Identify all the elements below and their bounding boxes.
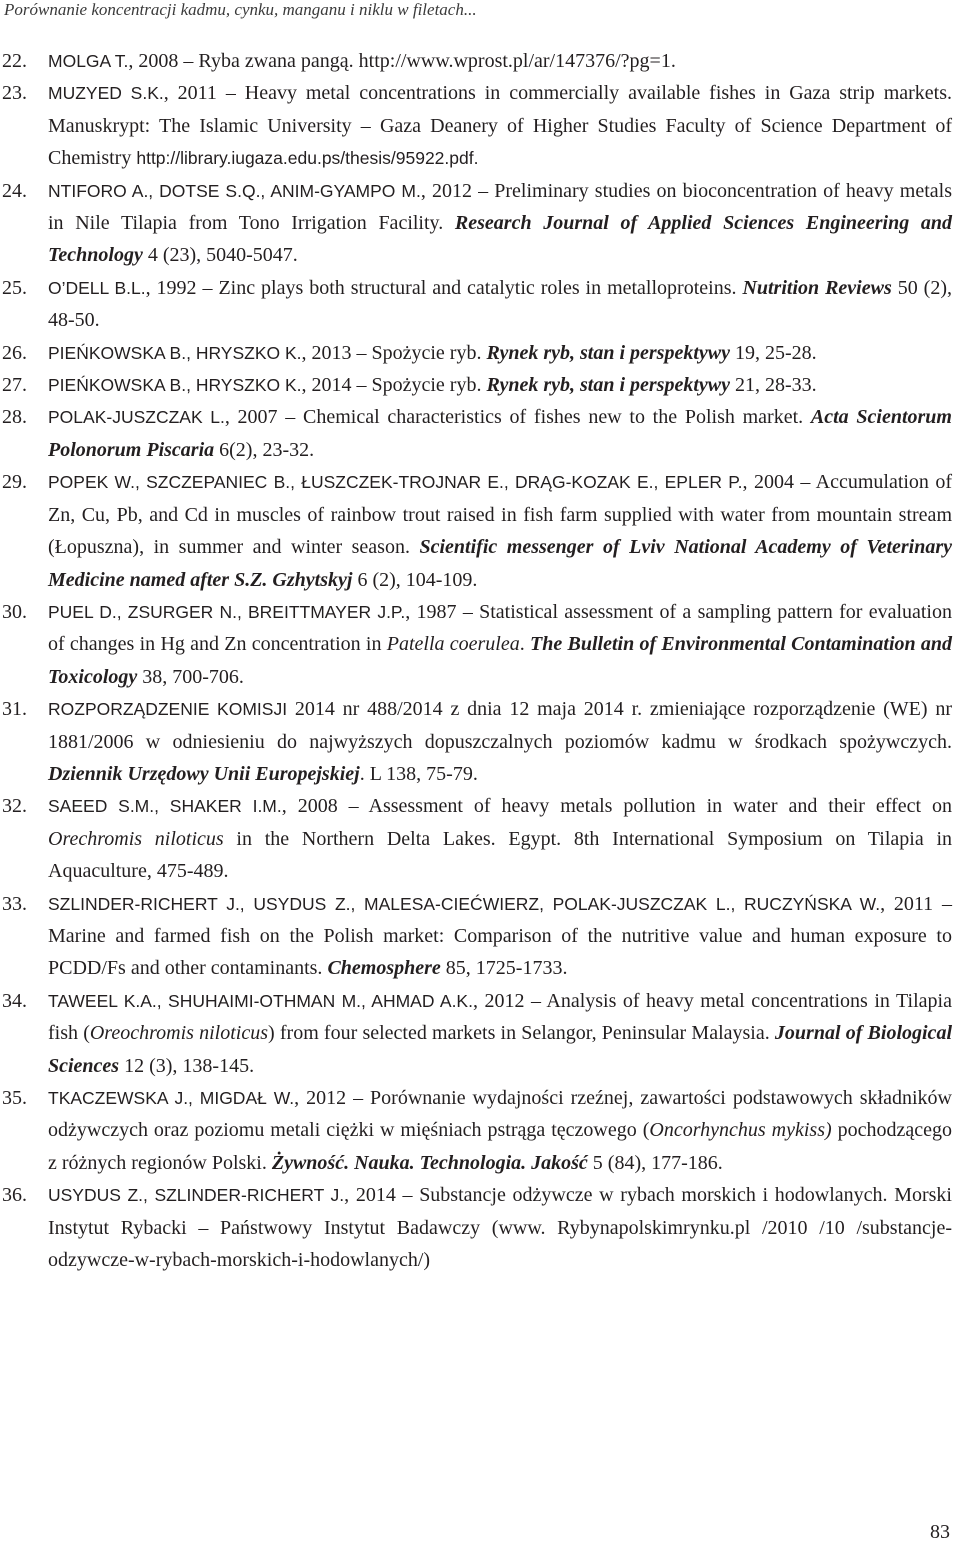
reference-segment: 12 (3), 138-145.: [119, 1054, 255, 1077]
author-names: USYDUS Z., SZLINDER-RICHERT J.: [48, 1185, 345, 1206]
reference-item: [0, 985, 960, 1082]
reference-number: 36.: [2, 1184, 27, 1207]
reference-text: [48, 596, 952, 693]
author-names: POPEK W., SZCZEPANIEC B., ŁUSZCZEK-TROJNAR E., DRĄG-KOZAK E., EPLER P.: [48, 472, 743, 493]
reference-item: [0, 1179, 960, 1276]
reference-number: 29.: [2, 471, 27, 494]
reference-segment: , 2008 – Assessment of heavy metals pollution in water and their effect on: [281, 795, 952, 818]
journal-title: Dziennik Urzędowy Unii Europejskiej: [48, 762, 360, 785]
author-names: POLAK-JUSZCZAK L.: [48, 407, 225, 428]
reference-item: [0, 272, 960, 337]
reference-segment: , 2012 – Preliminary studies on bioconcentration of heavy metals in Nile Tilapia from Tono Irrigation Facility.: [48, 179, 953, 235]
reference-segment: , 2011 – Heavy metal concentrations in commercially available fishes in Gaza strip markets. Manuskrypt: The Islamic University – Gaza Deanery of Higher Studies Faculty of Science Department of Chemistry: [48, 82, 953, 170]
reference-segment: pochodzącego z różnych regionów Polski.: [48, 1119, 953, 1174]
reference-text: [48, 45, 952, 77]
author-names: PUEL D., ZSURGER N., BREITTMAYER J.P.: [48, 601, 406, 622]
reference-segment: 6(2), 23-32.: [214, 438, 315, 461]
journal-title: The Bulletin of Environmental Contamination and Toxicology: [48, 633, 953, 688]
reference-segment: .: [519, 633, 531, 656]
reference-text: [48, 1082, 952, 1179]
reference-item: [0, 466, 960, 596]
author-names: O’DELL B.L.: [48, 277, 146, 298]
reference-item: [0, 790, 960, 887]
reference-number: 33.: [2, 892, 27, 915]
journal-title: Journal of Biological Sciences: [48, 1022, 952, 1077]
reference-item: [0, 1082, 960, 1179]
reference-segment: , 2013 – Spożycie ryb.: [301, 341, 487, 364]
author-names: PIEŃKOWSKA B., HRYSZKO K.: [48, 342, 302, 363]
author-names: SZLINDER-RICHERT J., USYDUS Z., MALESA-CIEĆWIERZ, POLAK-JUSZCZAK L., RUCZYŃSKA W.: [48, 893, 881, 914]
journal-title: Acta Scientorum Polonorum Piscaria: [48, 406, 952, 461]
author-names: SAEED S.M., SHAKER I.M.: [48, 796, 282, 817]
reference-text: [48, 272, 952, 337]
author-names: NTIFORO A., DOTSE S.Q., ANIM-GYAMPO M.: [48, 180, 421, 201]
reference-number: 22.: [2, 50, 27, 72]
journal-title: Żywność. Nauka. Technologia. Jakość: [271, 1151, 588, 1174]
reference-number: 28.: [2, 406, 27, 429]
reference-segment: , 2014 – Substancje odżywcze w rybach morskich i hodowlanych. Morski Instytut Rybacki – Państwowy Instytut Badawczy (www. Rybynapolskimrynku.pl /2010 /10 /substancje-odzywcze-w-rybach-morskich-i-hodowlanych/): [48, 1184, 952, 1272]
reference-text: [48, 693, 952, 790]
reference-text: [48, 1179, 952, 1276]
reference-text: [48, 337, 952, 369]
reference-number: 23.: [2, 82, 27, 105]
reference-number: 26.: [2, 341, 27, 364]
author-names: PIEŃKOWSKA B., HRYSZKO K.: [48, 375, 302, 396]
reference-item: [0, 596, 960, 693]
species-name: Oreochromis niloticus: [89, 1022, 269, 1045]
reference-segment: ) from four selected markets in Selangor, Peninsular Malaysia.: [268, 1022, 775, 1045]
species-name: Orechromis niloticus: [48, 827, 224, 850]
reference-segment: , 2008 – Ryba zwana pangą. http://www.wprost.pl/ar/147376/?pg=1.: [128, 50, 676, 72]
reference-number: 25.: [2, 276, 27, 299]
reference-segment: 38, 700-706.: [137, 665, 244, 688]
journal-title: Rynek ryb, stan i perspektywy: [486, 341, 730, 364]
reference-segment: 4 (23), 5040-5047.: [142, 244, 298, 267]
reference-segment: 2014 nr 488/2014 z dnia 12 maja 2014 r. zmieniające rozporządzenie (WE) nr 1881/2006 w odniesieniu do najwyższych dopuszczalnych poziomów kadmu w środkach spożywczych.: [48, 698, 952, 753]
reference-text: [48, 77, 952, 174]
author-names: ROZPORZĄDZENIE KOMISJI: [48, 699, 288, 720]
reference-text: [48, 466, 952, 596]
reference-item: [0, 888, 960, 985]
reference-segment: in the Northern Delta Lakes. Egypt. 8th International Symposium on Tilapia in Aquaculture, 475-489.: [48, 827, 952, 883]
author-names: TAWEEL K.A., SHUHAIMI-OTHMAN M., AHMAD A.K.: [48, 990, 473, 1011]
journal-title: Research Journal of Applied Sciences Engineering and Technology: [48, 212, 953, 267]
reference-number: 31.: [2, 698, 27, 721]
reference-segment: 19, 25-28.: [730, 341, 817, 364]
reference-segment: 50 (2), 48-50.: [48, 276, 952, 332]
reference-text: [48, 369, 952, 401]
reference-item: [0, 45, 960, 77]
species-name: Patella coerulea: [386, 633, 520, 656]
journal-title: Scientific messenger of Lviv National Academy of Veterinary Medicine named after S.Z. Gzhytskyj: [48, 536, 953, 591]
reference-number: 32.: [2, 795, 27, 818]
journal-title: Chemosphere: [327, 957, 441, 980]
reference-item: [0, 77, 960, 174]
reference-number: 24.: [2, 179, 27, 202]
reference-segment: , 2011 – Marine and farmed fish on the Polish market: Comparison of the nutritive value and human exposure to PCDD/Fs and other contaminants.: [48, 892, 953, 980]
reference-segment: , 1987 – Statistical assessment of a sampling pattern for evaluation of changes in Hg and Zn concentration in: [48, 600, 952, 656]
reference-segment: , 2007 – Chemical characteristics of fishes new to the Polish market.: [224, 406, 811, 429]
reference-text: [48, 790, 952, 887]
page-number: 83: [930, 1521, 950, 1543]
reference-segment: , 2014 – Spożycie ryb.: [301, 374, 487, 397]
reference-segment: 21, 28-33.: [730, 374, 817, 397]
reference-segment: 6 (2), 104-109.: [352, 568, 478, 591]
reference-segment: 85, 1725-1733.: [440, 957, 568, 980]
reference-item: [0, 337, 960, 369]
reference-number: 27.: [2, 374, 27, 397]
reference-segment: . L 138, 75-79.: [359, 762, 478, 785]
running-head: Porównanie koncentracji kadmu, cynku, manganu i niklu w filetach...: [4, 0, 477, 19]
reference-text: [48, 985, 952, 1082]
reference-number: 34.: [2, 989, 27, 1012]
reference-segment: , 2012 – Analysis of heavy metal concentrations in Tilapia fish (: [48, 989, 952, 1045]
reference-list: [0, 45, 960, 1276]
reference-item: [0, 175, 960, 272]
author-names: TKACZEWSKA J., MIGDAŁ W.: [48, 1088, 295, 1108]
species-name: Oncorhynchus mykiss): [649, 1119, 832, 1142]
author-names: MUZYED S.K.: [48, 83, 164, 104]
reference-number: 35.: [2, 1087, 27, 1109]
reference-text: [48, 401, 952, 466]
reference-text: [48, 888, 952, 985]
author-names: MOLGA T.: [48, 51, 129, 71]
journal-title: Rynek ryb, stan i perspektywy: [486, 374, 730, 397]
reference-number: 30.: [2, 600, 27, 623]
reference-segment: 5 (84), 177-186.: [587, 1151, 723, 1174]
reference-segment: , 1992 – Zinc plays both structural and catalytic roles in metalloproteins.: [145, 276, 743, 299]
reference-item: [0, 369, 960, 401]
reference-segment: , 2004 – Accumulation of Zn, Cu, Pb, and Cd in muscles of rainbow trout raised in fish farm supplied with water from mountain stream (Łopuszna), in summer and winter season.: [48, 471, 952, 559]
reference-segment: , 2012 – Porównanie wydajności rzeźnej, zawartości podstawowych składników odżywczych oraz poziomu metali ciężki w mięśniach pstrąga tęczowego (: [48, 1087, 952, 1142]
author-names: http://library.iugaza.edu.ps/thesis/95922.pdf.: [136, 148, 479, 169]
journal-title: Nutrition Reviews: [742, 276, 892, 299]
reference-text: [48, 175, 952, 272]
reference-item: [0, 693, 960, 790]
reference-item: [0, 401, 960, 466]
